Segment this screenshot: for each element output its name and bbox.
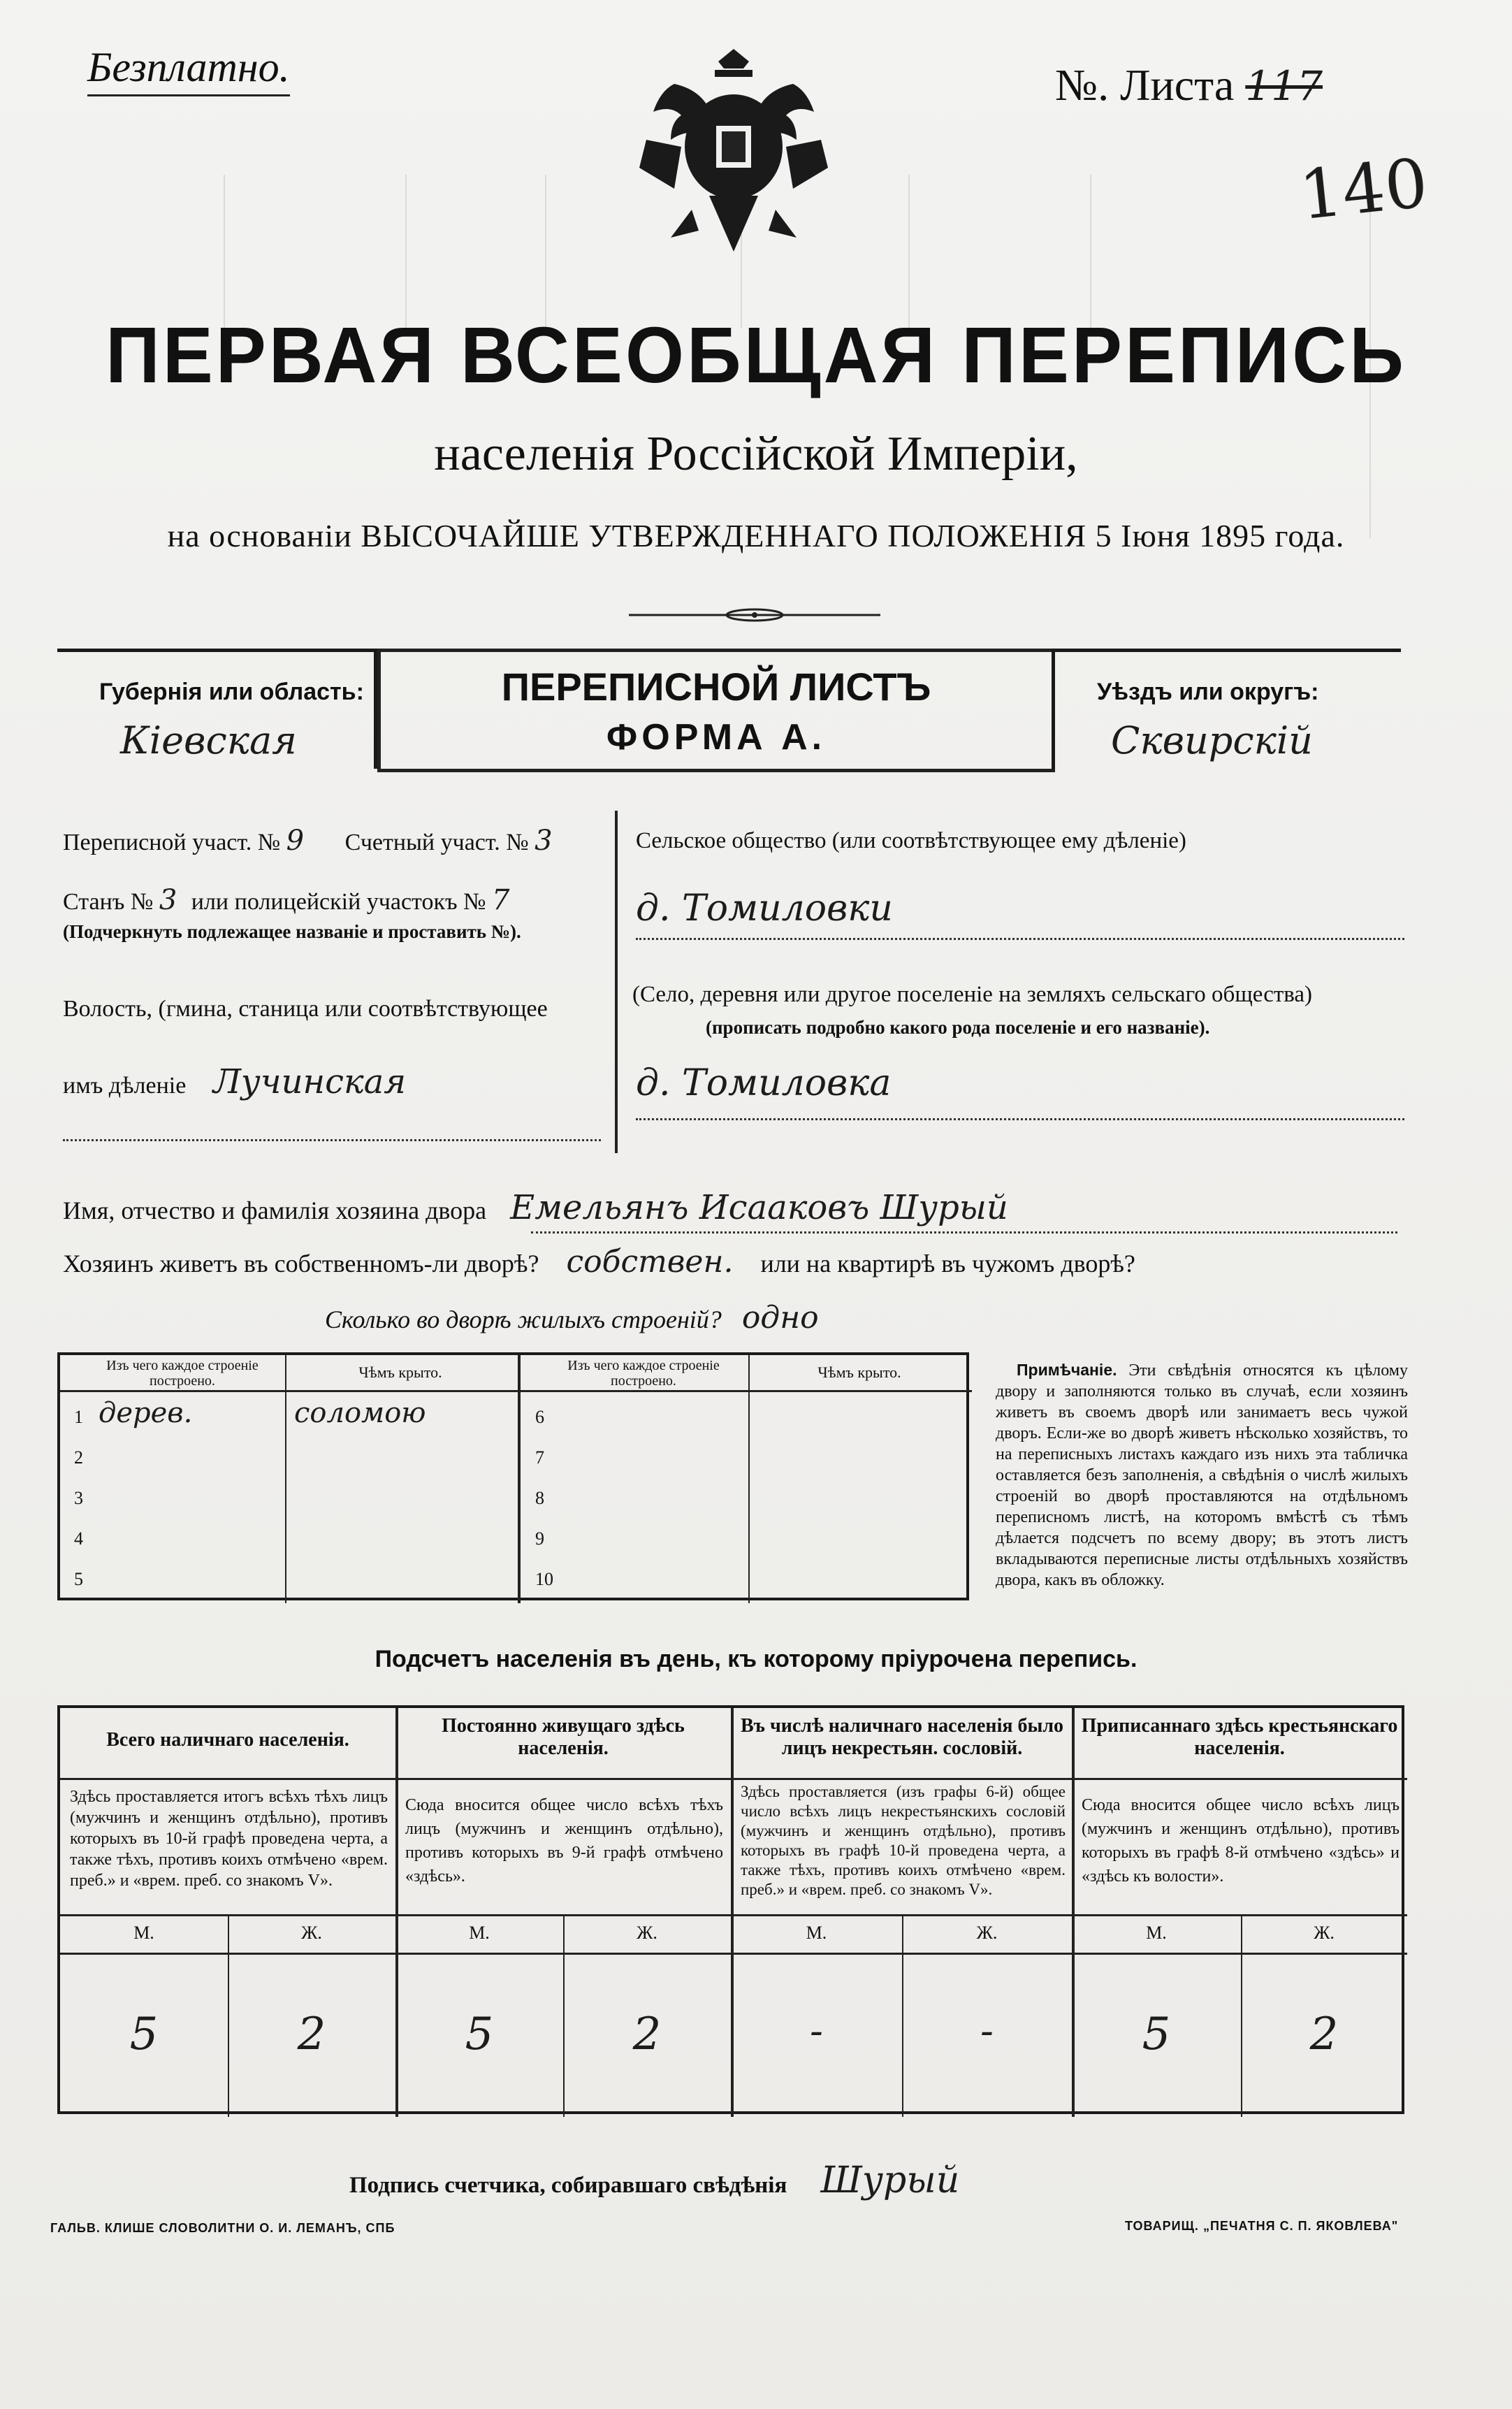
note: Примѣчаніе. Эти свѣдѣнія относятся къ цѣлому двору и заполняются только въ случаѣ, если хозяинъ живетъ въ своемъ дворѣ или занимаетъ весь чужой дворъ. Если-же во дворѣ живетъ нѣсколько хозяйствъ, то на переписныхъ листахъ каждаго изъ нихъ эта табличка оставляется безъ заполненія, а свѣдѣнія о числѣ жилыхъ строеній во дворѣ проставляются на отдѣльномъ переписномъ листѣ, на которомъ вмѣстѣ съ тѣмъ дѣлается подсчетъ по всему двору; въ этотъ листъ вкладываются переписные листы отдѣльныхъ хозяйствъ двора, какъ въ обложку. xyxy=(996,1361,1408,1589)
coat-of-arms-icon xyxy=(632,42,835,266)
count-header-1: Всего наличнаго населенія. xyxy=(106,1729,349,1751)
frame-top-middle xyxy=(377,649,1055,652)
count-value-2-zh: 2 xyxy=(632,2009,662,2060)
building-row-5: 5 xyxy=(74,1569,83,1589)
building-row-4: 4 xyxy=(74,1528,83,1549)
building-row-1: 1 xyxy=(74,1407,83,1427)
owner-buildings: Сколько во дворѣ жилыхъ строеній? одно xyxy=(325,1300,819,1336)
count-desc-2: Сюда вносится общее число всѣхъ тѣхъ лицъ (мужчинъ и женщинъ отдѣльно), противъ которыхъ въ 9-й графѣ отмѣчено «здѣсь». xyxy=(405,1796,723,1886)
ornament xyxy=(629,608,880,622)
building-row-8: 8 xyxy=(535,1488,544,1508)
volost-label: Волость, (гмина, станица или соотвѣтствующее xyxy=(63,996,548,1022)
count-header-4: Приписаннаго здѣсь крестьянскаго населенія. xyxy=(1081,1715,1398,1759)
count-value-1-zh: 2 xyxy=(297,2009,326,2060)
gubernia-value: Кіевская xyxy=(120,718,297,762)
page-subtitle: населенія Россійской Имперіи, xyxy=(434,427,1078,481)
page-title: ПЕРВАЯ ВСЕОБЩАЯ ПЕРЕПИСЬ xyxy=(106,310,1406,400)
building-row-2: 2 xyxy=(74,1447,83,1468)
count-value-3-zh: - xyxy=(980,2009,994,2054)
count-value-2-m: 5 xyxy=(465,2009,494,2060)
building-row-7: 7 xyxy=(535,1447,544,1468)
row1-material: дерев. xyxy=(99,1397,193,1429)
count-value-3-m: - xyxy=(810,2009,823,2054)
owner-name: Имя, отчество и фамилія хозяина двора Емельянъ Исааковъ Шурый xyxy=(63,1188,1008,1227)
sheet-number: №. Листа 117 xyxy=(1055,60,1323,110)
m-label-4: М. xyxy=(1146,1923,1167,1943)
count-header-3: Въ числѣ наличнаго населенія было лицъ некрестьян. сословій. xyxy=(740,1715,1064,1759)
count-table xyxy=(57,1705,1404,2114)
owner-lives: Хозяинъ живетъ въ собственномъ-ли дворѣ? собствен. или на квартирѣ въ чужомъ дворѣ? xyxy=(63,1244,1135,1280)
free-label: Безплатно. xyxy=(87,43,290,96)
volost: имъ дѣленіе Лучинская xyxy=(63,1062,407,1101)
basis-line: на основаніи ВЫСОЧАЙШЕ УТВЕРЖДЕННАГО ПОЛОЖЕНІЯ 5 Іюня 1895 года. xyxy=(167,518,1345,554)
building-row-3: 3 xyxy=(74,1488,83,1508)
count-value-1-m: 5 xyxy=(129,2009,159,2060)
count-desc-1: Здѣсь проставляется итогъ всѣхъ тѣхъ лицъ (мужчинъ и женщинъ отдѣльно), противъ которыхъ въ 10-й графѣ проведена черта, а также тѣхъ, противъ коихъ отмѣчено «врем. преб.» и «врем. преб. со знакомъ V». xyxy=(70,1788,388,1890)
perepis-uchastok: Переписной участ. № 9 Счетный участ. № 3 xyxy=(63,825,553,857)
count-value-4-zh: 2 xyxy=(1309,2009,1339,2060)
printer-right: ТОВАРИЩ. „ПЕЧАТНЯ С. П. ЯКОВЛЕВА" xyxy=(1125,2219,1399,2233)
row1-roof: соломою xyxy=(294,1397,426,1429)
obshchestvo-value: д. Томиловки xyxy=(636,888,893,929)
count-value-4-m: 5 xyxy=(1142,2009,1171,2060)
m-label-3: М. xyxy=(806,1923,827,1943)
m-label-2: М. xyxy=(469,1923,490,1943)
selo-note: (прописать подробно какого рода поселеніе и его названіе). xyxy=(706,1017,1210,1038)
zh-label-2: Ж. xyxy=(637,1923,657,1943)
zh-label-1: Ж. xyxy=(301,1923,322,1943)
count-title: Подсчетъ населенія въ день, къ которому пріурочена перепись. xyxy=(375,1646,1137,1672)
stan: Станъ № 3 или полицейскій участокъ № 7 xyxy=(63,884,510,916)
stan-note: (Подчеркнуть подлежащее названіе и проставить №). xyxy=(63,921,521,942)
count-desc-4: Сюда вносится общее число всѣхъ лицъ (мужчинъ и женщинъ отдѣльно), противъ которыхъ въ графѣ 8-й отмѣчено «здѣсь» и «здѣсь къ волости». xyxy=(1082,1796,1400,1886)
count-header-2: Постоянно живущаго здѣсь населенія. xyxy=(442,1715,685,1759)
zh-label-3: Ж. xyxy=(976,1923,998,1943)
uezd-value: Сквирскій xyxy=(1111,718,1313,762)
building-row-9: 9 xyxy=(535,1528,544,1549)
form-title: ПЕРЕПИСНОЙ ЛИСТЪ xyxy=(501,665,931,709)
building-row-6: 6 xyxy=(535,1407,544,1427)
m-label-1: М. xyxy=(133,1923,154,1943)
signature-line: Подпись счетчика, собиравшаго свѣдѣнія Шурый xyxy=(349,2160,960,2201)
count-desc-3: Здѣсь проставляется (изъ графы 6-й) общее число всѣхъ лицъ некрестьянскихъ сословій (мужчинъ и женщинъ отдѣльно), противъ которыхъ въ графѣ 10-й проведена черта, а также тѣхъ, противъ коихъ отмѣчено «врем. преб.» и «врем. преб. со знакомъ V». xyxy=(741,1783,1066,1898)
signature-value: Шурый xyxy=(820,2160,960,2201)
zh-label-4: Ж. xyxy=(1314,1923,1335,1943)
printer-left: ГАЛЬВ. КЛИШЕ СЛОВОЛИТНИ О. И. ЛЕМАНЪ, СПБ xyxy=(50,2221,395,2235)
buildings-table: Изъ чего каждое строеніе построено. Чѣмъ крыто. Изъ чего каждое строеніе построено. Чѣмъ крыто. 1 2 3 4 5 6 7 8 9 10 дерев. соломою xyxy=(57,1352,969,1600)
sheet-number-new: 140 xyxy=(1295,143,1432,236)
form-subtitle: ФОРМА А. xyxy=(606,717,827,758)
uezd-box: Уѣздъ или округъ: Сквирскій xyxy=(1052,649,1401,769)
building-row-10: 10 xyxy=(535,1569,553,1589)
obshchestvo-label: Сельское общество (или соотвѣтствующее ему дѣленіе) xyxy=(636,828,1186,853)
selo-label: (Село, деревня или другое поселеніе на земляхъ сельскаго общества) xyxy=(632,982,1313,1007)
column-divider xyxy=(615,811,618,1153)
gubernia-box: Губернія или область: Кіевская xyxy=(57,649,377,769)
selo-value: д. Томиловка xyxy=(636,1062,892,1104)
sheet-number-old: 117 xyxy=(1245,62,1323,110)
frame-bottom-middle xyxy=(377,769,1055,772)
